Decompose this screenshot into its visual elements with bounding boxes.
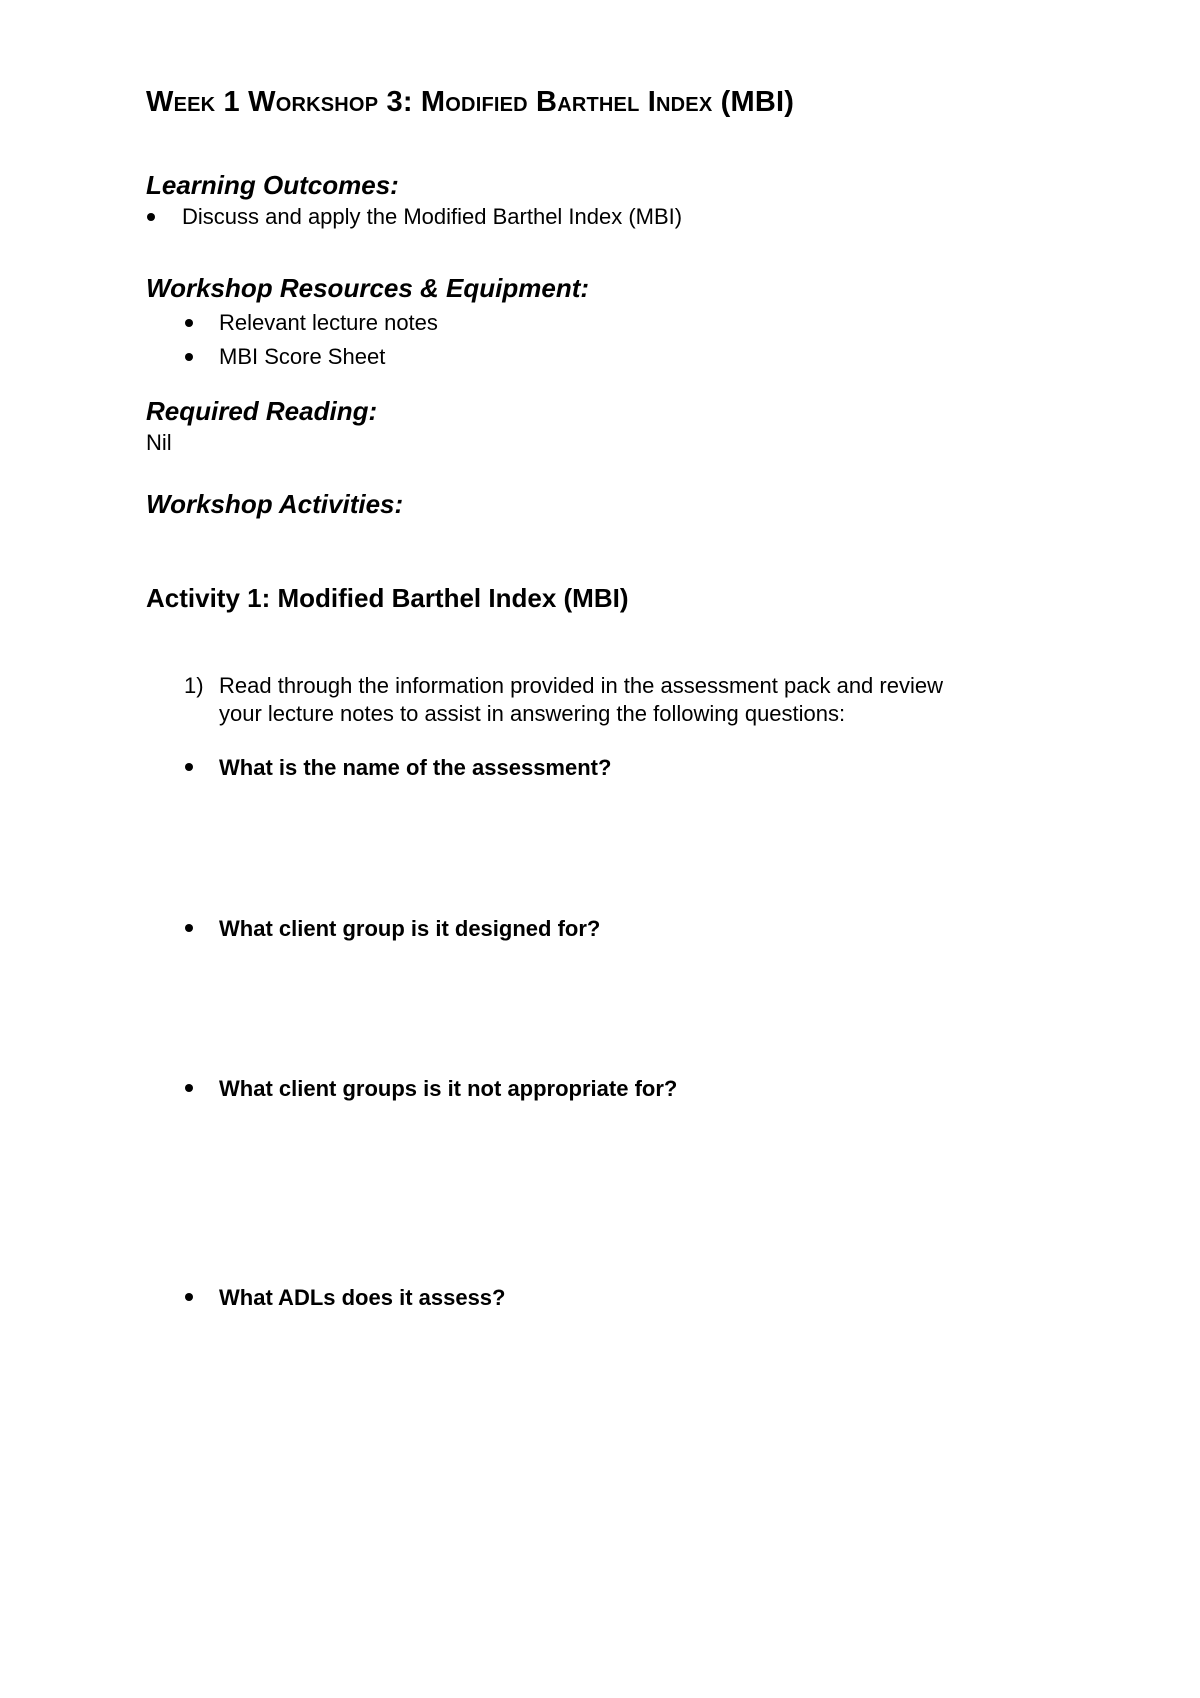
- question-item: What is the name of the assessment?: [219, 755, 612, 780]
- resources-heading: Workshop Resources & Equipment:: [146, 273, 590, 303]
- step-text-line-1: Read through the information provided in the assessment pack and review: [219, 673, 943, 698]
- question-item: What client group is it designed for?: [219, 916, 601, 941]
- bullet-icon: [185, 353, 193, 361]
- required-reading-text: Nil: [146, 430, 172, 455]
- step-text-line-2: your lecture notes to assist in answering the following questions:: [219, 701, 846, 726]
- learning-outcome-item: Discuss and apply the Modified Barthel Index (MBI): [182, 204, 683, 229]
- resource-item: Relevant lecture notes: [219, 310, 438, 335]
- bullet-icon: [185, 763, 193, 771]
- bullet-icon: [185, 924, 193, 932]
- bullet-icon: [185, 319, 193, 327]
- activity-1-heading: Activity 1: Modified Barthel Index (MBI): [146, 583, 629, 613]
- bullet-icon: [185, 1293, 193, 1301]
- bullet-icon: [147, 213, 155, 221]
- bullet-icon: [185, 1084, 193, 1092]
- required-reading-heading: Required Reading:: [146, 396, 378, 426]
- question-item: What ADLs does it assess?: [219, 1285, 506, 1310]
- question-item: What client groups is it not appropriate for?: [219, 1076, 678, 1101]
- step-number: 1): [184, 673, 204, 698]
- learning-outcomes-heading: Learning Outcomes:: [146, 170, 399, 200]
- resource-item: MBI Score Sheet: [219, 344, 386, 369]
- workshop-activities-heading: Workshop Activities:: [146, 489, 404, 519]
- document-title: Week 1 Workshop 3: Modified Barthel Index (MBI): [146, 86, 795, 118]
